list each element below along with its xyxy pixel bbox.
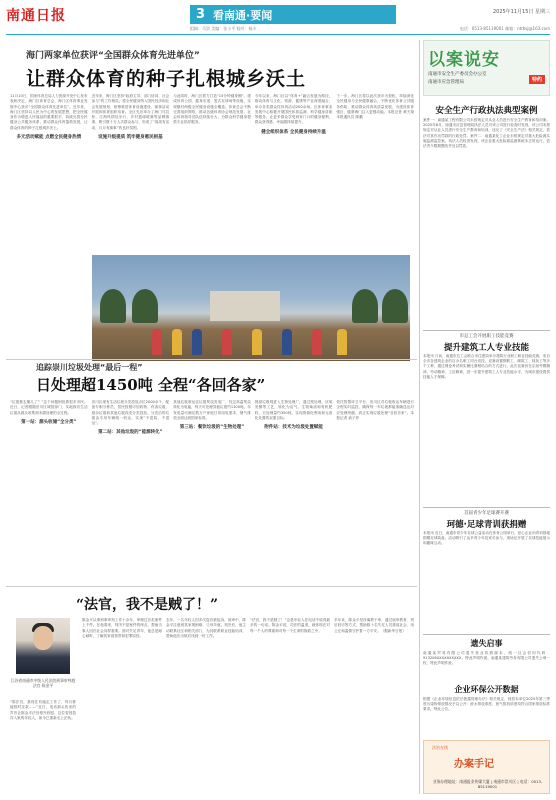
story3-column: 去年，一名年轻人因多次盗窃被起诉，庭审中，陈金平注意到其家境困难、父母早逝。判决后，他主动联系社区和相关部门，为其联系职业技能培训，帮助他在出狱后找到一份工作。 (166, 618, 246, 638)
photo-tree (100, 289, 126, 323)
contact-credits: 电话：0513-85119001 邮箱：ntrbsj@163.com (459, 26, 550, 31)
lead-column: 与此同时，海门区着力打造“15分钟健身圈”，建成体育公园、健身步道、笼式足球场等设施，实现镇村两级全民健身设施全覆盖。体育总会不断完善组织网络，推动各级体育协会规范发展，社会体育指导员队伍持续壮大，为群众科学健身提供专业指导服务。 (173, 94, 251, 125)
promo-org-2: 南通市应急管理局 (428, 80, 464, 85)
story2-headline: 日处理超1450吨 全程“各回各家” (36, 376, 266, 394)
story2-column: 崇川区现有生活垃圾分类投放点位2000余个，配备专职分拣员，居民按照可回收物、有害垃圾、厨余垃圾和其他垃圾四类分类投放。分类后的垃圾由专用车辆统一收运，实现“不混装、不混运”。 第二站：其他垃圾的“能源转化” (91, 400, 170, 436)
photo-building (210, 291, 280, 321)
column-divider (419, 40, 420, 794)
lead-kicker: 海门两家单位获评“全国群众体育先进单位” (26, 51, 200, 61)
second-story (6, 362, 417, 584)
story2-body (10, 400, 414, 580)
rail-text-3: 本报讯 近日，南通市青少年足球公益活动在体育公园举行，爱心企业向青训基地捐赠足球装备。活动吸引了众多青少年及家长参与，现场还开展了足球技能展示和趣味互动。 (423, 531, 550, 546)
rail-headline-2: 提升建筑工人专业技能 (443, 343, 529, 353)
story3-column: 陈金平从事刑事审判工作十余年，审理过各类案件上千件。在他看来，判决不是案件的终点，帮助当事人回归社会同样重要。面对失足青年，他总是耐心倾听，了解其家庭背景和犯罪原因。 (82, 618, 162, 638)
story3-headline: “法官，我不是贼了！” (76, 597, 219, 613)
rail-kicker-2: 市总工会开展职工技能竞赛 (459, 334, 514, 339)
rail-headline-1: 安全生产行政执法典型案例 (435, 106, 538, 116)
ad-footer: 业务办理地址：南通报业传媒大厦 | 南通市崇川区 | 电话：0513-85119001 (432, 779, 543, 789)
photo-person (252, 329, 262, 355)
lost-notice-text: 南通某贸易有限公司遗失营业执照副本，统一社会信用代码：913206XXXXXXXXXX，特此声明作废。南通某建筑劳务有限公司遗失公章一枚，特此声明作废。 (423, 651, 550, 666)
ad-subtitle: 法治在线 (432, 745, 448, 750)
photo-person (222, 329, 232, 355)
ad-logo: 办案手记 (454, 759, 494, 770)
rail-text-2: 本报讯 日前，南通市总工会联合市住建局举办建筑行业职工职业技能竞赛，来自全市各建筑企业的百余名职工同台竞技。竞赛设置钢筋工、砌筑工、抹灰工等多个工种，通过理论考试和实操比赛相结合的方式进行。此次竞赛旨在弘扬劳模精神、劳动精神、工匠精神，进一步提升建筑工人专业技能水平，为城市建设提供技能人才保障。 (423, 354, 550, 379)
safety-promo (423, 40, 550, 96)
rail-rule (423, 330, 550, 331)
story3-column: “法官，我不是贼了！”这是年轻人在电话中说得最多的一句话。陈金平说，司法的温度，就体现在对每一个人的尊重和对每一个生命的挽救之中。 (250, 618, 330, 633)
promo-tag: 特约 (529, 75, 545, 84)
lost-notice (423, 634, 550, 667)
story2-column: “垃圾都去哪儿了？”这个问题困扰着很多市民。近日，记者跟随崇川区城管部门，实地探访生活垃圾从源头收集到末端处理的全过程。 第一站：源头收储“全分类” (10, 400, 88, 425)
section-rule (6, 359, 417, 360)
photo-person (192, 329, 202, 355)
lead-subhead: 多元活动赋能 点燃全民健身热情 (16, 135, 82, 141)
issue-date: 2025年11月15日 星期三 (492, 9, 550, 15)
rail-rule (423, 507, 550, 508)
story3-body (82, 618, 414, 794)
env-notice (423, 684, 550, 713)
env-notice-title: 企业环保公开数据 (454, 685, 519, 694)
section-rule (6, 586, 417, 587)
story2-subhead: 第三站：餐饮垃圾的“生物处理” (179, 425, 245, 431)
photo-person (172, 329, 182, 355)
photo-caption: 近日，海门区“运动健身·你我同行”群众体育活动现场。 (305, 519, 399, 524)
promo-org: 南通市安全生产委员会办公室 (428, 72, 487, 77)
lead-column: 11月10日，国家体育总局人力资源开发中心发布表彰决定，海门区体育总会、海门区体育事业发展中心获评“全国群众体育先进单位”。近年来，海门区坚持以人民为中心的发展思想，把全民健身作为增进人民福祉的重要抓手，持续完善全民健身公共服务体系，推动群众体育蓬勃发展，让群众体育的种子扎根城乡沃土。 多元活动赋能 点燃全民健身热情 (10, 94, 88, 141)
photo-tree (132, 289, 158, 323)
story2-column: 依托智慧环卫平台，崇川区对垃圾收运车辆进行全程实时监控，确保每一车垃圾都能准确送达对应处理终端，真正实现垃圾处理“各回各家”。本报记者 俞子菲 (336, 400, 414, 420)
section-name: 看南通·要闻 (213, 8, 273, 22)
env-notice-text: 根据《企业环境信息依法披露管理办法》相关规定，现将本单位2025年第三季度污染物排放情况予以公开：废水排放浓度、废气排放浓度均符合国家排放标准要求，特此公告。 (423, 697, 550, 712)
rail-text-1: 案件一：南通某工程有限公司未按规定对从业人员进行安全生产教育和培训案。2025年8月，南通市应急管理局执法人员对该公司进行检查时发现，该公司未按规定对从业人员进行安全生产教育和培训，违反了《安全生产法》相关规定，依法对其作出罚款的行政处罚。案件二：南通某化工企业未按规定对重大危险源实施监测监控案。执法人员检查发现，该企业重大危险源监测系统未正常运行，依法责令限期整改并处以罚款。 (423, 118, 550, 149)
photo-tree (382, 289, 408, 323)
lead-column: 下一步，海门区将以此次获评为契机，持续深化全民健身与全民健康融合，不断优化体育公共服务供给，推动群众体育高质量发展，为建设体育强区、健康海门注入更强动能。本报记者 黄天翔 本报通讯员 陈鹏 (336, 94, 414, 120)
lead-subhead: 健全组织体系 全民健身持续升温 (261, 129, 326, 135)
portrait-caption: 江苏省南通市中级人民法院刑事审判庭法官 陈金平 (10, 678, 76, 688)
lead-column: 今年以来，海门区以“体育+”融合发展为路径，推动体育与文化、旅游、健康等产业深度融合，举办各类群众性体育活动200余场。区体育事业发展中心积极开展国民体质监测、科学健身讲座等服务，让更多群众享受到家门口的健身便利，群众获得感、幸福感持续提升。 健全组织体系 全民健身持续升温 (254, 94, 333, 135)
lead-column: 近年来，海门区坚持“政府主导、部门协同、社会参与”的工作格局，将全民健身纳入国民经济和社会发展规划，统筹推进体育设施建设、赛事活动开展和体育组织培育。全区先后举办了海门马拉松、江海风情徒步行、乡村篮球联赛等品牌赛事，吸引数十万人次群众参与，形成了“周周有活动、月月有赛事”的良好氛围。 设施升级提质 筑牢健身惠民根基 (91, 94, 170, 141)
bottom-ad (423, 740, 550, 794)
editor-credits: 组稿：马崇 美编：张小平 校对：杨丰 (190, 26, 257, 31)
section-number: 3 (196, 7, 206, 22)
photo-person (152, 329, 162, 355)
judge-portrait (16, 618, 70, 674)
photo-tree (352, 289, 378, 323)
story2-column: 餐厨垃圾则进入生物处理厂，通过预处理、厌氧发酵等工艺，转化为沼气、生物柴油和有机肥料，日处理量约350吨，实现资源化利用和无害化处置的双重目标。 附件站：技术为垃圾处置赋能 (254, 400, 333, 431)
rail-rule (423, 634, 550, 635)
newspaper-logo: 南通日报 (6, 8, 66, 24)
story2-subhead: 第二站：其他垃圾的“能源转化” (98, 430, 163, 436)
story2-column: 其他垃圾被运往垃圾焚烧发电厂，经过高温焚烧转化为电能，每天可处理其他垃圾约1100吨，年发电量可满足数万户家庭日常用电需求，烟气排放全面达到国家标准。 第三站：餐饮垃圾的“生物处理” (173, 400, 251, 431)
rail-headline-3: 珂德·足球青训获捐赠 (446, 520, 527, 530)
lead-subhead: 设施升级提质 筑牢健身惠民根基 (98, 135, 163, 141)
story2-kicker: 追踪崇川垃圾处理“最后一程” (36, 363, 143, 372)
story2-subhead: 附件站：技术为垃圾处置赋能 (264, 425, 323, 431)
story2-subhead: 第一站：源头收储“全分类” (21, 419, 77, 425)
promo-headline: 以案说安 (428, 50, 500, 70)
rail-kicker-3: 首届青少年足球赛开赛 (464, 511, 509, 516)
lost-notice-title: 遗失启事 (470, 639, 503, 648)
masthead-rule (6, 34, 550, 35)
story3-lead-text: “陈法官，我现在有稳定工作了，每月都能按时还款……”近日，电话那头传来的声音让陈金平法官格外欣慰。这位曾因盗窃入狱的年轻人，如今已重新走上正轨。 (10, 700, 76, 720)
section-banner (190, 5, 396, 24)
third-story (6, 590, 417, 800)
portrait-face (33, 626, 53, 650)
photo-person (312, 329, 322, 355)
story3-column: 多年来，陈金平坚持寓教于审，通过庭审教育、判后回访等方式，帮助数十名失足人员重返社会，用公正和温情守护着一方平安。（据新华日报） (334, 618, 414, 633)
right-rail (423, 40, 550, 650)
masthead (0, 0, 556, 38)
photo-person (282, 329, 292, 355)
photo-person (337, 329, 347, 355)
lead-headline: 让群众体育的种子扎根城乡沃土 (26, 68, 307, 90)
